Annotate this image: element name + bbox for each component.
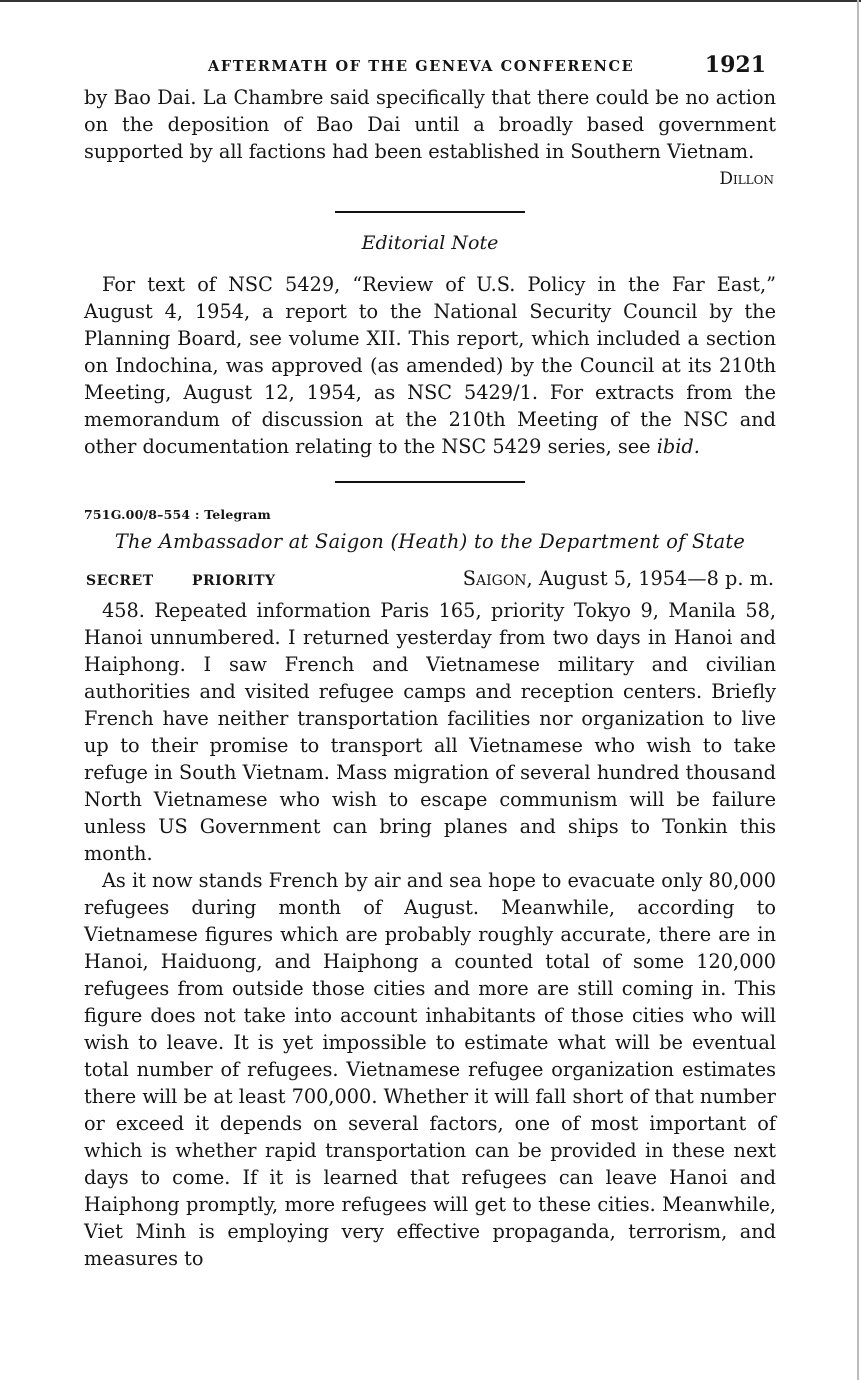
telegram-paragraph-2: As it now stands French by air and sea hope to evacuate only 80,000 refugees during month of August. Meanwhile, according to Vietnamese figures which are probably roughly accurate, there are in Hanoi, Haiduong, and Haiphong a counted total of some 120,000 refugees from outside those cities and more are still coming in. This figure does not take into account inhabitants of those cities who will wish to leave. It is yet impossible to estimate what will be eventual total number of refugees. Vietnamese refugee organization estimates there will be at least 700,000. Whether it will fall short of that number or exceed it depends on several factors, one of most important of which is whether rapid transportation can be provided in these next days to come. If it is learned that refugees can leave Hanoi and Haiphong promptly, more refugees will get to these cities. Meanwhile, Viet Minh is employing very effective propaganda, terrorism, and measures to xyxy=(84,869,776,1270)
place-and-date xyxy=(463,567,774,590)
running-title: AFTERMATH OF THE GENEVA CONFERENCE xyxy=(208,58,635,75)
signature-dillon: Dillon xyxy=(719,169,774,189)
running-head xyxy=(84,52,776,84)
editorial-note-heading: Editorial Note xyxy=(361,232,499,254)
scan-top-border xyxy=(0,0,861,2)
editorial-note-main-text: For text of NSC 5429, “Review of U.S. Policy in the Far East,” August 4, 1954, a report to the National Security Council by the Planning Board, see volume XII. This report, which included a section on Indochina, was approved (as amended) by the Council at its 210th Meeting, August 12, 1954, as NSC 5429/1. For extracts from the memorandum of discussion at the 210th Meeting of the NSC and other documentation relating to the NSC 5429 series, see xyxy=(84,273,776,458)
telegram-date: August 5, 1954—8 p. m. xyxy=(538,567,774,590)
precedence-label: PRIORITY xyxy=(192,573,276,589)
telegram-paragraph-1: 458. Repeated information Paris 165, priority Tokyo 9, Manila 58, Hanoi unnumbered. I returned yesterday from two days in Hanoi and Haiphong. I saw French and Vietnamese military and civilian authorities and visited refugee camps and reception centers. Briefly French have neither transportation facilities nor organization to live up to their promise to transport all Vietnamese who wish to take refuge in South Vietnam. Mass migration of several hundred thousand North Vietnamese who wish to escape communism will be failure unless US Government can bring planes and ships to Tonkin this month. xyxy=(84,599,776,865)
telegram-file-number: 751G.00/8–554 : Telegram xyxy=(84,507,271,522)
editorial-note-ibid: ibid. xyxy=(656,435,700,458)
telegram-place: Saigon, xyxy=(462,567,533,590)
classification-label: SECRET xyxy=(86,573,154,589)
telegram-title: The Ambassador at Saigon (Heath) to the Department of State xyxy=(114,530,746,553)
page-number: 1921 xyxy=(704,52,766,78)
telegram-dateline xyxy=(84,567,776,597)
previous-document-closing-text: by Bao Dai. La Chambre said specifically that there could be no action on the deposition of Bao Dai until a broadly based government supported by all factions had been established in Southern Vietnam. xyxy=(84,86,776,163)
scan-right-edge xyxy=(857,0,859,1380)
editorial-note-text xyxy=(84,271,776,460)
document-page xyxy=(84,52,776,1272)
